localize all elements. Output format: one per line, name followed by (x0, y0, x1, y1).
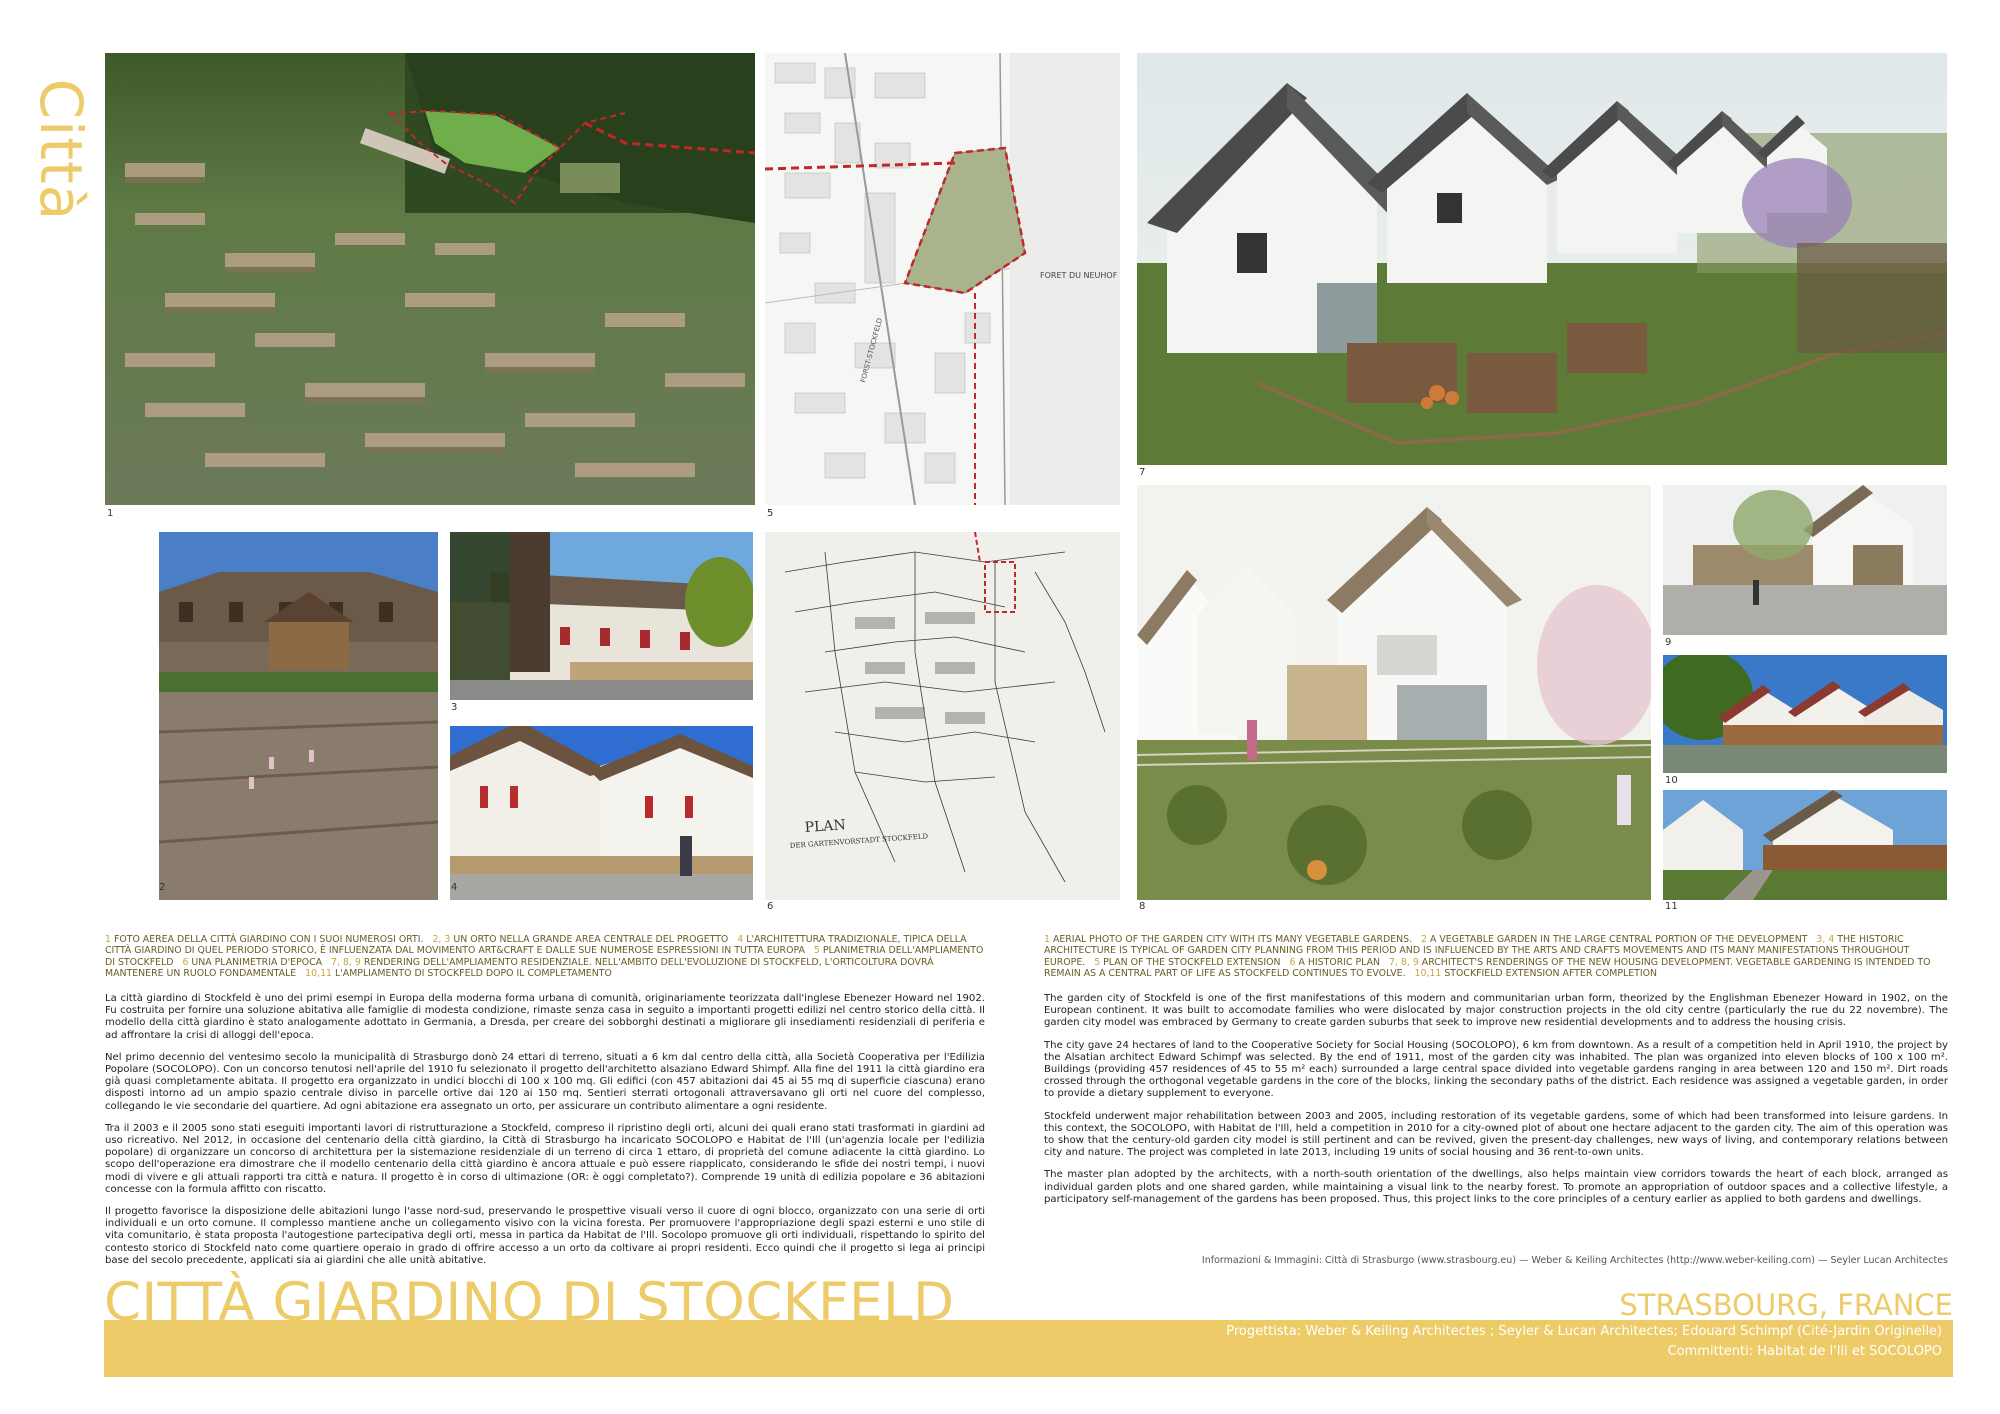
caption-text: THE HISTORIC ARCHITECTURE IS TYPICAL OF GARDEN CITY PLANNING FROM THIS PERIOD AND IS INFLUENCED BY THE ARTS AND CRAFTS MOVEMENTS AND ITS MANY MANIFESTATIONS THROUGHOUT EUROPE. (1044, 934, 1910, 968)
credits-line: Informazioni & Immagini: Città di Strasburgo (www.strasbourg.eu) — Weber & Keiling Architectes (http://www.weber-keiling.com) — Seyler Lucan Architectes (1201, 1255, 1948, 1266)
caption-text: AERIAL PHOTO OF THE GARDEN CITY WITH ITS MANY VEGETABLE GARDENS. (1052, 934, 1413, 945)
image-number-10: 10 (1665, 775, 1678, 786)
image-number-4: 4 (451, 882, 458, 893)
image-number-11: 11 (1665, 901, 1678, 912)
garden-photo-2 (159, 532, 438, 900)
caption-number: 6 (182, 956, 189, 968)
caption-text: L'ARCHITETTURA TRADIZIONALE, TIPICA DELLA CITTÀ GIARDINO DI QUEL PERIODO STORICO, È INFLUENZATA DAL MOVIMENTO ART&CRAFT E DALLE SUE NUMEROSE ESPRESSIONI IN TUTTA EUROPA (105, 934, 967, 957)
paragraph: Il progetto favorisce la disposizione delle abitazioni lungo l'asse nord-sud, preservando le prospettive visuali verso il cuore di ogni blocco, organizzato con una serie di orti individuali e un orto comune. Il complesso mantiene anche un collegamento visivo con la vicina foresta. Per promuovere l'appropriazione degli spazi esterni e uno stile di vita comunitario, è stata proposta l'autogestione partecipativa degli orti, messa in partica da Habitat de l'Ill. Socolopo promuove gli orti individuali, rispettando lo spirito del contesto storico di Stockfeld nato come quartiere operaio in grado di offrire accesso a un orto da coltivare ai propri residenti. Ecco quindi che il progetto si lega ai principi base del secolo precedente, applicati sia ai giardini che alle unità abitative. (105, 1206, 985, 1266)
paragraph: The master plan adopted by the architects, with a north-south orientation of the dwellings, also helps maintain view corridors towards the heart of each block, arranged as individual garden plots and one shared garden, while maintaining a visual link to the nearby forest. To promote an appropriation of outdoor spaces and a collective lifestyle, a participatory self-management of the gardens has been proposed. Thus, this project links to the core principles of a century earlier as applied to both gardens and dwellings. (1044, 1169, 1948, 1205)
designer-line (1226, 1324, 1942, 1339)
caption-number: 7, 8, 9 (1388, 956, 1419, 968)
paragraph: Tra il 2003 e il 2005 sono stati eseguiti importanti lavori di ristrutturazione a Stockfeld, compreso il ripristino degli orti, alcuni dei quali erano stati trasformati in giardini ad uso ricreativo. Nel 2012, in occasione del centenario della città giardino, la Città di Strasburgo ha incaricato SOCOLOPO e Habitat de l'Ill (un'agenzia locale per l'edilizia popolare) di organizzare un concorso di architettura per la sistemazione residenziale di un terreno di circa 1 ettaro, di proprietà del comune adiacente la città giardino. Lo scopo dell'operazione era dimostrare che il modello centenario della città giardino è ancora attuale e può essere riapplicato, considerando le sfide dei nostri tempi, i nuovi modi di vivere e gli attuali rapporti tra città e natura. Il progetto è in corso di ultimazione (OR: è oggi completato?). Comprende 19 unità di edilizia popolare e 36 abitazioni concesse con la formula affitto con riscatto. (105, 1122, 985, 1195)
rendering-7 (1137, 53, 1947, 465)
caption-number: 7, 8, 9 (331, 956, 361, 968)
street-label: FORST-STOCKFELD (859, 317, 885, 384)
image-number-6: 6 (767, 901, 774, 912)
image-number-2: 2 (159, 882, 166, 893)
site-plan (765, 53, 1120, 505)
client-value: Habitat de l'Ill et SOCOLOPO (1757, 1344, 1942, 1359)
caption-text: A VEGETABLE GARDEN IN THE LARGE CENTRAL PORTION OF THE DEVELOPMENT (1429, 934, 1808, 945)
caption-number: 5 (813, 945, 820, 957)
caption-text: A HISTORIC PLAN (1298, 956, 1381, 968)
caption-number: 10,11 (305, 968, 333, 980)
aerial-photo (105, 53, 755, 505)
image-number-1: 1 (107, 508, 114, 519)
paragraph: The city gave 24 hectares of land to the Cooperative Society for Social Housing (SOCOLOPO), 6 km from downtown. As a result of a competition held in April 1910, the project by the Alsatian architect Edward Schimpf was selected. By the end of 1911, most of the garden city was inhabited. The plan was organized into eleven blocks of 100 x 100 m². Buildings (providing 457 residences of 45 to 55 m² each) surrounded a large central space divided into vegetable gardens ranging in area between 120 and 150 m². Dirt roads crossed through the orthogonal vegetable gardens in the core of the blocks, linking the secondary paths of the district. Each residence was assigned a vegetable garden, in order to provide a dietary supplement to everyone. (1044, 1039, 1948, 1100)
designer-value: Weber & Keiling Architectes ; Seyler & Lucan Architectes; Edouard Schimpf (Cité-Jardin Originelle) (1305, 1324, 1942, 1339)
image-number-8: 8 (1139, 901, 1146, 912)
caption-text: FOTO AEREA DELLA CITTÀ GIARDINO CON I SUOI NUMEROSI ORTI. (113, 934, 424, 945)
image-number-9: 9 (1665, 637, 1672, 648)
caption-text: PLANIMETRIA DELL'AMPLIAMENTO DI STOCKFELD (105, 945, 984, 968)
caption-number: 1 (105, 934, 111, 945)
forest-label: FORET DU NEUHOF (1040, 271, 1118, 280)
body-text-italian (105, 993, 985, 1277)
caption-number: 2, 3 (432, 934, 451, 945)
vertical-title (27, 55, 95, 245)
caption-number: 1 (1044, 934, 1050, 945)
designer-label: Progettista: (1226, 1324, 1302, 1339)
rendering-9 (1663, 485, 1947, 635)
caption-text: PLAN OF THE STOCKFELD EXTENSION (1103, 956, 1281, 968)
caption-number: 4 (737, 934, 744, 945)
caption-number: 2 (1421, 934, 1427, 945)
client-label: Committenti: (1667, 1344, 1754, 1359)
caption-text: L'AMPLIAMENTO DI STOCKFELD DOPO IL COMPLETAMENTO (335, 968, 612, 980)
caption-text: RENDERING DELL'AMPLIAMENTO RESIDENZIALE. NELL'AMBITO DELL'EVOLUZIONE DI STOCKFELD, L'ORTICOLTURA DOVRÀ MANTENERE UN RUOLO FONDAMENTALE (105, 956, 934, 980)
caption-number: 6 (1289, 956, 1296, 968)
paragraph: Stockfeld underwent major rehabilitation between 2003 and 2005, including restoration of its vegetable gardens, some of which had been transformed into leisure gardens. In this context, the SOCOLOPO, with Habitat de l'Ill, held a competition in 2010 for a city-owned plot of about one hectare adjacent to the garden city. The aim of this operation was to show that the century-old garden city model is still pertinent and can be revived, given the present-day challenges, new ways of living, and contemporary relations between city and nature. The project was completed in late 2013, including 19 units of social housing and 36 rent-to-own units. (1044, 1110, 1948, 1159)
body-text-english (1044, 993, 1948, 1216)
image-number-7: 7 (1139, 467, 1146, 478)
paragraph: La città giardino di Stockfeld è uno dei primi esempi in Europa della moderna forma urbana di comunità, originariamente teorizzata dall'inglese Ebenezer Howard nel 1902. Fu costruita per fornire una soluzione abitativa alle famiglie di modesta condizione, rimaste senza casa in seguito a importanti progetti edilizi nel centro storico della città. Il modello della città giardino è stato analogamente adottato in Germania, a Dresda, per creare dei sobborghi destinati a migliorare gli insediamenti residenziali di periferia e ad affrontare la crisi di alloggi dell'epoca. (105, 993, 985, 1041)
completed-photo-11 (1663, 790, 1947, 900)
caption-number: 5 (1094, 956, 1101, 968)
caption-text: ARCHITECT'S RENDERINGS OF THE NEW HOUSING DEVELOPMENT. VEGETABLE GARDENING IS INTENDED TO REMAIN AS A CENTRAL PART OF LIFE AS STOCKFELD CONTINUES TO EVOLVE. (1044, 956, 1931, 980)
historic-plan (765, 532, 1120, 900)
paragraph: The garden city of Stockfeld is one of the first manifestations of this modern and communitarian urban form, theorized by the Englishman Ebenezer Howard in 1902, on the European continent. It was built to accomodate families who were dislocated by major construction projects in the old city centre (particularly the rue du 22 novembre). The garden city model was embraced by Germany to create garden suburbs that seek to improve new residential developments and to address the housing crisis. (1044, 993, 1948, 1029)
image-number-5: 5 (767, 508, 774, 519)
paragraph: Nel primo decennio del ventesimo secolo la municipalità di Strasburgo donò 24 ettari di terreno, situati a 6 km dal centro della città, alla Società Cooperativa per l'Edilizia Popolare (SOCOLOPO). Con un concorso tenutosi nell'aprile del 1910 fu selezionato il progetto dell'architetto alsaziano Edward Shimpf. Alla fine del 1911 la città giardino era già quasi completamente abitata. Il progetto era organizzato in undici blocchi di 100 x 100 mq. Gli edifici (con 457 abitazioni dai 45 ai 55 mq di superficie ciascuna) erano disposti intorno ad un ampio spazio centrale diviso in parcelle ortive dai 120 ai 150 mq. Sentieri sterrati ortogonali attraversavano gli orti nel cuore del complesso, collegando le vie secondarie del quartiere. Ad ogni abitazione era assegnato un orto, per assicurare un contributo alimentare a ogni residente. (105, 1051, 985, 1112)
caption-english (1044, 934, 1948, 980)
location: STRASBOURG, FRANCE (1619, 1288, 1953, 1322)
houses-photo-4 (450, 726, 753, 900)
caption-italian (105, 934, 985, 980)
caption-text: UN ORTO NELLA GRANDE AREA CENTRALE DEL PROGETTO (453, 934, 729, 945)
image-number-3: 3 (451, 702, 458, 713)
caption-number: 10,11 (1414, 968, 1442, 980)
plan-title: PLAN (804, 817, 847, 836)
vertical-title-text: Città (27, 78, 95, 222)
plan-subtitle: DER GARTENVORSTADT STOCKFELD (789, 832, 929, 850)
street-photo-3 (450, 532, 753, 700)
completed-photo-10 (1663, 655, 1947, 773)
caption-text: STOCKFIELD EXTENSION AFTER COMPLETION (1444, 968, 1658, 980)
rendering-8 (1137, 485, 1651, 900)
caption-text: UNA PLANIMETRIA D'EPOCA (191, 956, 323, 968)
caption-number: 3, 4 (1816, 934, 1835, 945)
client-line (1668, 1344, 1942, 1359)
page-title: CITTÀ GIARDINO DI STOCKFELD (104, 1272, 955, 1333)
